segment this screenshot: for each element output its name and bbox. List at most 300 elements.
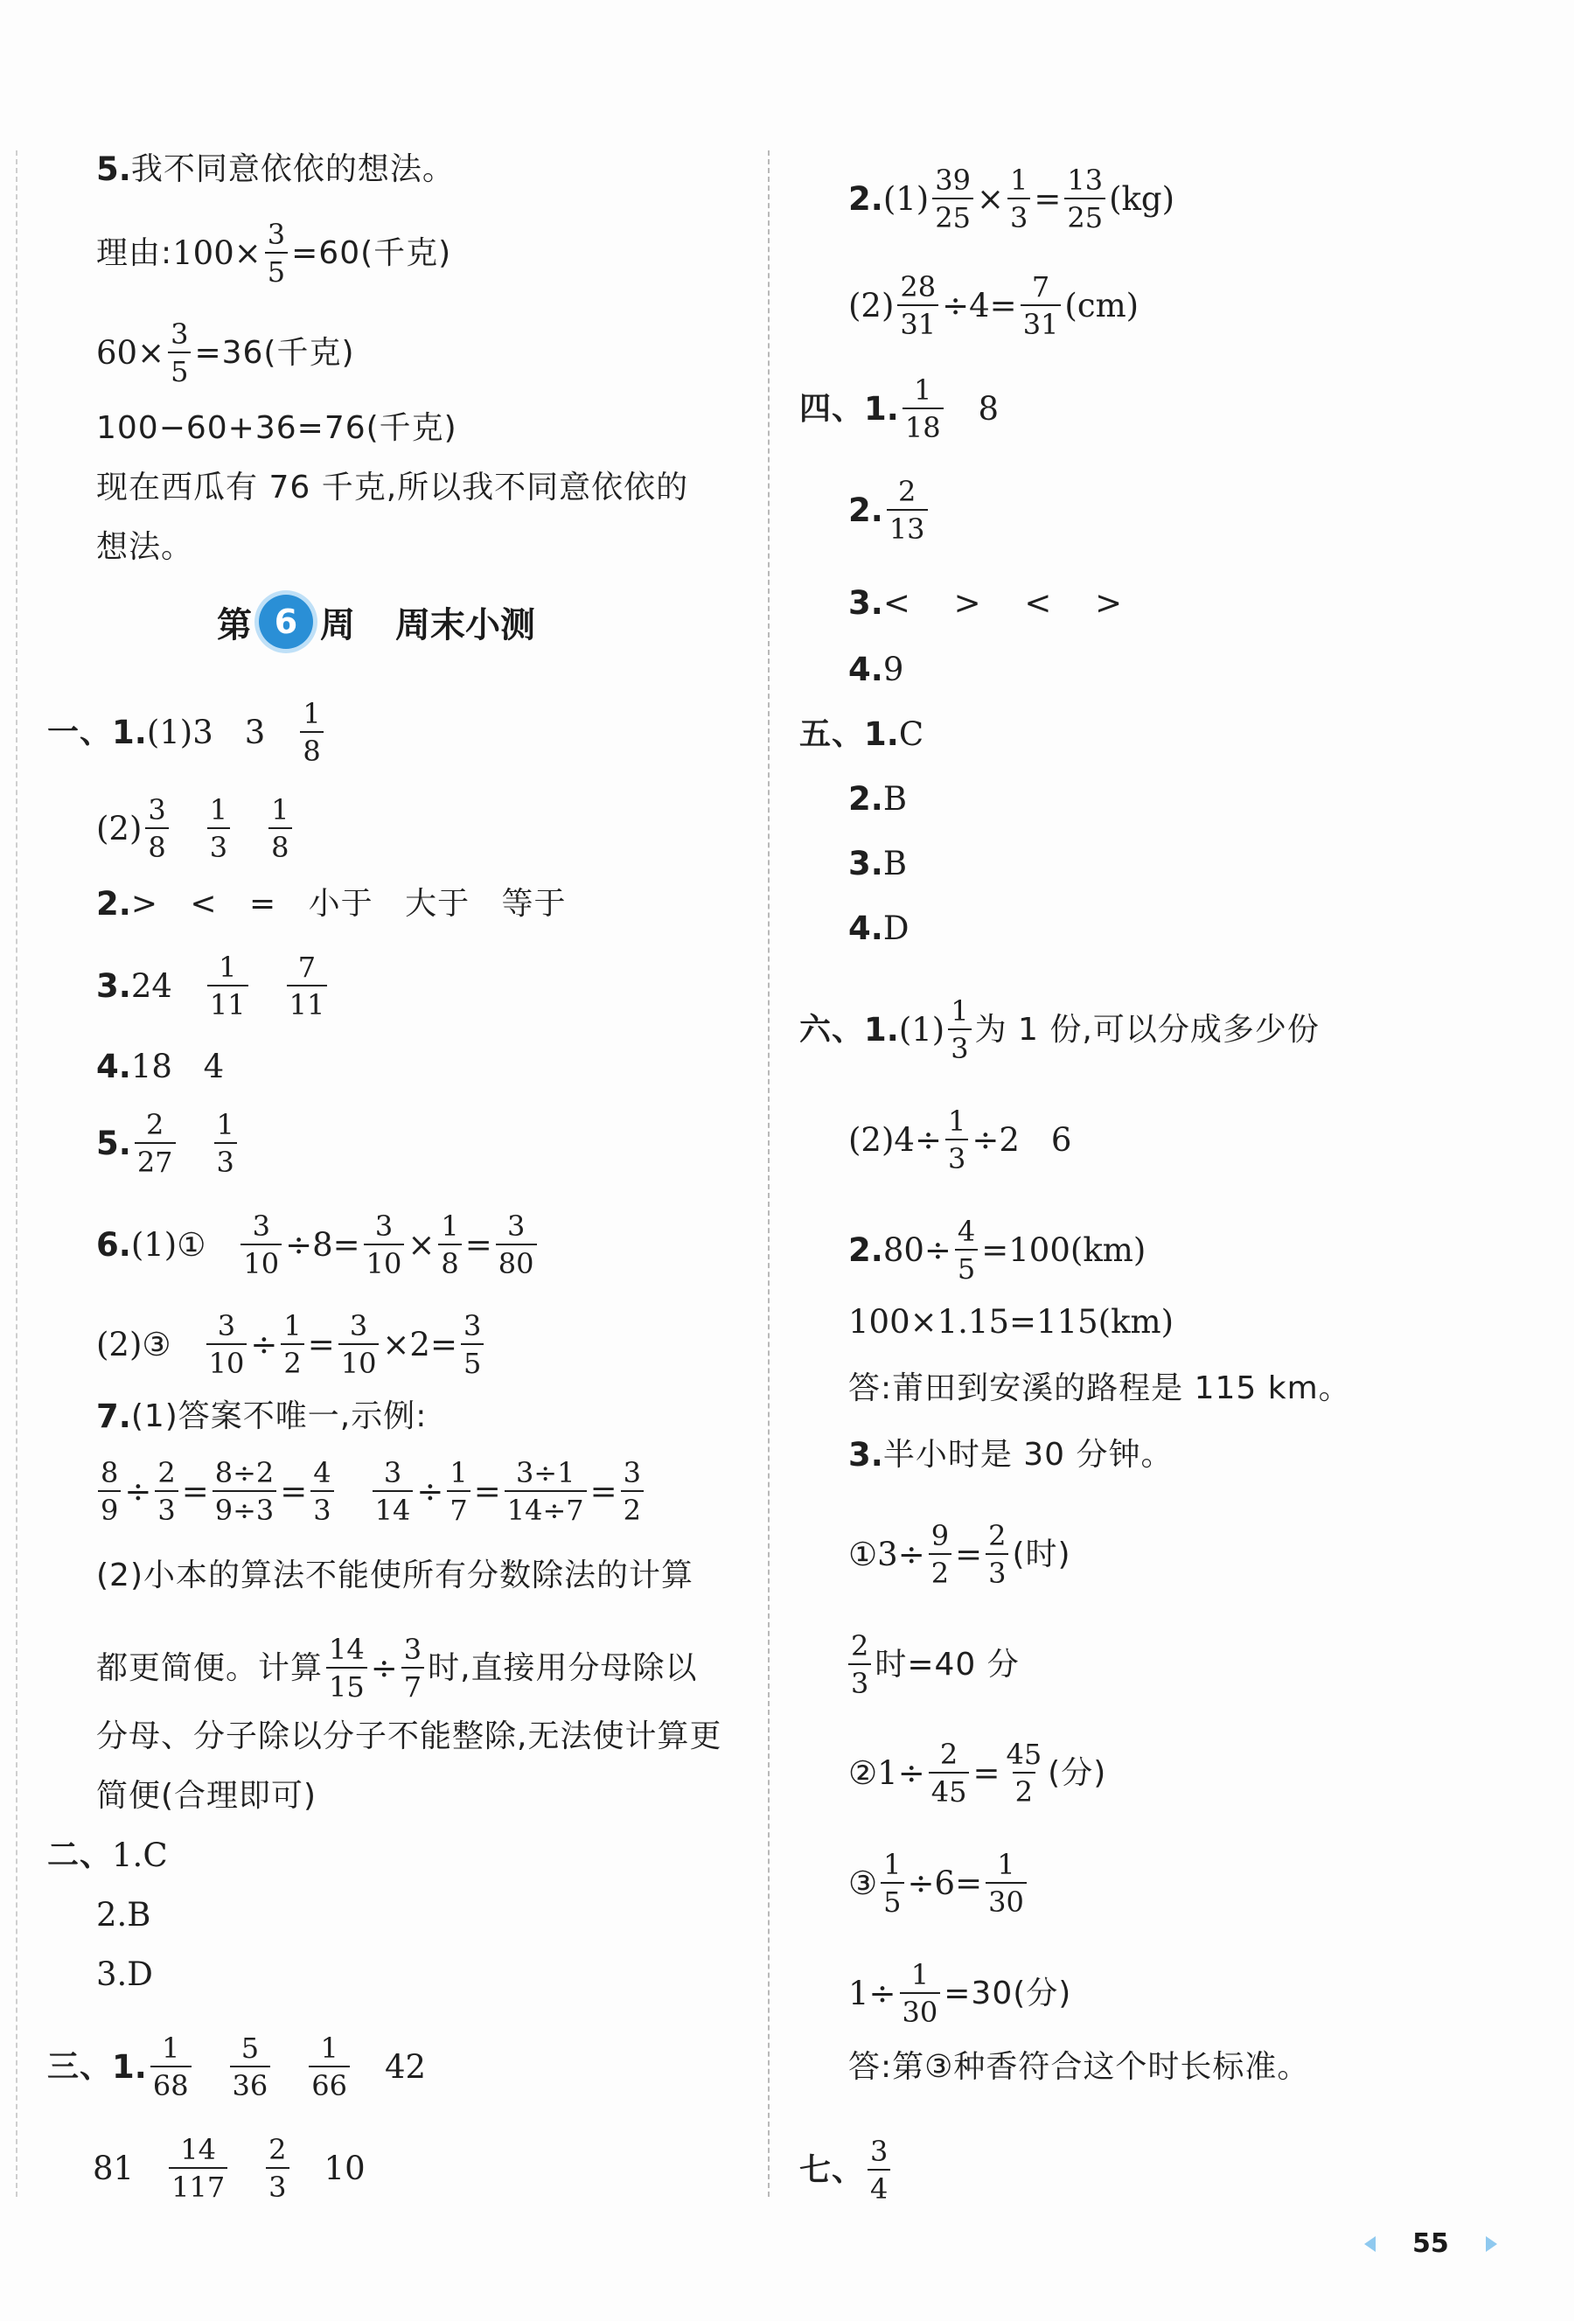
s6-q3-step4 (848, 1848, 1030, 1919)
text-segment: 2. (848, 179, 883, 218)
s1-q2 (96, 885, 567, 924)
text-segment: (1)答案不唯一,示例: (130, 1398, 428, 1434)
fraction (986, 1848, 1027, 1919)
text-segment: ÷6= (907, 1864, 983, 1902)
s3-row1 (47, 2034, 426, 2100)
text-segment: 3. (848, 1436, 883, 1474)
text-segment: = (307, 1325, 335, 1363)
text-segment: (kg) (1109, 179, 1175, 218)
fraction (310, 1456, 333, 1527)
text-segment: 3. (848, 584, 883, 622)
text-segment: =30(分) (944, 1975, 1072, 2011)
fraction (169, 2133, 227, 2204)
denominator: 10 (364, 1244, 405, 1278)
denominator: 3 (310, 1490, 333, 1524)
r-q2a (848, 166, 1174, 232)
text-segment: ÷8= (285, 1225, 360, 1264)
text-segment: B (882, 780, 908, 818)
denominator: 8 (438, 1244, 461, 1278)
left-margin-dash (16, 150, 17, 2197)
fraction (897, 270, 938, 341)
text-segment: 现在西瓜有 76 千克,所以我不同意依依的 (96, 470, 689, 505)
denominator: 7 (447, 1490, 470, 1524)
text-segment: 1. (112, 713, 147, 751)
text-segment: (2)4÷ (848, 1120, 942, 1159)
text-segment: B (882, 845, 908, 882)
text-segment: = (972, 1753, 1000, 1792)
text-segment: 100× (172, 233, 261, 272)
denominator: 3 (848, 1663, 871, 1697)
week-number-badge: 6 (259, 595, 313, 649)
denominator: 31 (1021, 304, 1062, 338)
numerator: 1 (914, 373, 932, 407)
text-segment: ÷4= (942, 286, 1017, 324)
s6-q2-calc (848, 1303, 1174, 1342)
text-segment: 10 (324, 2149, 366, 2187)
denominator: 30 (986, 1882, 1027, 1916)
numerator: 1 (1009, 164, 1028, 197)
numerator: 45 (1006, 1738, 1042, 1771)
s6-q1b (848, 1107, 1071, 1173)
denominator: 8 (300, 731, 323, 765)
text-segment: ①3÷ (848, 1535, 925, 1573)
s6-q3-step5 (848, 1958, 1072, 2029)
text-segment: 1. (864, 389, 899, 428)
fraction (1021, 270, 1062, 341)
numerator: 13 (1067, 164, 1104, 197)
denominator: 117 (169, 2167, 227, 2201)
text-segment: 24 (130, 966, 172, 1005)
text-segment: ÷ (250, 1325, 278, 1363)
text-segment: =100(km) (981, 1230, 1146, 1269)
denominator: 5 (955, 1249, 978, 1283)
numerator: 2 (897, 475, 916, 508)
fraction (135, 1108, 176, 1179)
numerator: 3 (870, 2135, 889, 2168)
fraction (300, 697, 323, 768)
text-segment: 六、 (799, 1011, 865, 1048)
text-segment: 分母、分子除以分子不能整除,无法使计算更 (96, 1718, 722, 1754)
text-segment: 8 (978, 389, 1000, 428)
s2-a2 (96, 1896, 151, 1934)
s1-q5 (96, 1108, 240, 1179)
text-segment: ÷ (370, 1648, 398, 1687)
fraction (145, 793, 168, 864)
fraction (955, 1215, 978, 1286)
numerator: 3 (148, 793, 166, 826)
denominator: 15 (326, 1667, 367, 1701)
text-segment: (cm) (1064, 286, 1140, 324)
fraction (881, 1848, 903, 1919)
fraction (903, 373, 944, 444)
fraction (155, 1456, 178, 1527)
denominator: 10 (240, 1244, 282, 1278)
text-segment: (1)3 (146, 713, 213, 751)
numerator: 3 (349, 1309, 368, 1342)
text-segment: 五、 (799, 716, 865, 752)
s6-q3-step3 (848, 1738, 1107, 1809)
s3-row2 (93, 2133, 366, 2204)
left-reason (96, 218, 452, 289)
numerator: 7 (1031, 270, 1050, 303)
numerator: 2 (988, 1519, 1007, 1552)
numerator: 2 (268, 2133, 287, 2166)
fraction (214, 1108, 237, 1179)
denominator: 11 (287, 985, 328, 1019)
numerator: 1 (441, 1209, 459, 1243)
text-segment: D (882, 910, 910, 947)
text-segment: =36(千克) (194, 334, 355, 371)
numerator: 1 (162, 2032, 180, 2065)
text-segment: 答:第③种香符合这个时长标准。 (848, 2049, 1310, 2085)
s1-q7-p2-line1 (96, 1557, 693, 1595)
s5-a2 (848, 780, 907, 819)
numerator: 3 (506, 1209, 526, 1243)
denominator: 3 (266, 2167, 289, 2201)
text-segment: (2) (848, 286, 895, 324)
denominator: 27 (135, 1142, 176, 1176)
fraction (1007, 166, 1030, 232)
text-segment: ②1÷ (848, 1753, 925, 1792)
r-q2b (848, 270, 1140, 341)
denominator: 66 (309, 2066, 350, 2100)
text-segment: × (976, 179, 1004, 218)
text-segment: 3. (848, 845, 883, 882)
text-segment: 7. (96, 1397, 131, 1435)
numerator: 14 (180, 2133, 216, 2166)
s6-q3-answer (848, 2048, 1309, 2087)
s4-q1 (799, 373, 1000, 444)
denominator: 9 (98, 1490, 121, 1524)
denominator: 3 (207, 827, 230, 861)
fraction (496, 1209, 537, 1280)
denominator: 80 (496, 1244, 537, 1278)
denominator: 4 (868, 2169, 890, 2203)
text-segment: =60(千克) (291, 234, 452, 271)
s5-a3 (848, 845, 907, 883)
text-segment: 七、 (799, 2151, 865, 2188)
denominator: 45 (929, 1772, 970, 1806)
numerator: 3÷1 (515, 1456, 575, 1489)
s1-q7-examples: $\frac{8}{9}$ ÷ $\frac{2}{3}$ = $\frac{8\div 2}{9\div 3}$ = $\frac{4}{3}$ $\frac{3}{14}$ ÷ $\frac{1}{7}$ = $\frac{3\div 1}{14\div 7}$ = $\frac{3}{2}$ (94, 1459, 647, 1524)
s4-q3 (848, 584, 1122, 623)
fraction (887, 475, 928, 546)
fraction (505, 1456, 587, 1527)
text-segment: ③ (848, 1864, 878, 1902)
text-segment: 6. (96, 1225, 131, 1264)
fraction (438, 1209, 461, 1280)
text-segment: 4. (848, 651, 883, 688)
denominator: 14 (373, 1490, 414, 1524)
numerator: 1 (209, 793, 228, 826)
s1-q7-title (96, 1397, 427, 1436)
fraction (945, 1107, 968, 1173)
text-segment: 答:莆田到安溪的路程是 115 km。 (848, 1370, 1351, 1406)
text-segment: 1. (112, 2047, 147, 2086)
numerator: 1 (303, 697, 321, 730)
s1-q7-p2-line3 (96, 1718, 721, 1756)
text-segment: × (408, 1225, 436, 1264)
text-segment: 2. (848, 491, 883, 529)
numerator: 2 (157, 1456, 176, 1489)
s2-a1 (47, 1837, 168, 1875)
denominator: 9÷3 (213, 1490, 277, 1524)
numerator: 1 (450, 1456, 468, 1489)
denominator: 5 (881, 1882, 903, 1916)
numerator: 2 (851, 1629, 869, 1662)
text-segment: 3.D (96, 1955, 153, 1993)
text-segment: 时=40 分 (875, 1646, 1020, 1683)
text-segment: (时) (1012, 1536, 1071, 1572)
left-conclusion-1 (96, 469, 688, 507)
fraction (206, 1309, 247, 1380)
text-segment: (2)③ (96, 1325, 171, 1363)
denominator: 5 (265, 252, 288, 286)
text-segment: ×2= (382, 1325, 457, 1363)
fraction (240, 1209, 282, 1280)
denominator: 5 (461, 1343, 484, 1377)
fraction (373, 1456, 414, 1527)
fraction (168, 317, 191, 388)
fraction (364, 1209, 405, 1280)
fraction (268, 793, 291, 864)
numerator: 3 (217, 1309, 236, 1342)
text-segment: 100×1.15=115(km) (848, 1303, 1174, 1341)
text-segment: 2. (848, 780, 883, 818)
fraction (265, 218, 288, 289)
fraction (98, 1456, 121, 1527)
denominator: 18 (903, 408, 944, 442)
text-segment: 三、 (47, 2048, 113, 2085)
fraction (848, 1629, 871, 1700)
numerator: 1 (219, 951, 237, 984)
text-segment: 想法。 (96, 529, 194, 565)
numerator: 8÷2 (214, 1456, 275, 1489)
s6-q2-answer (848, 1370, 1351, 1408)
text-segment: > < = 小于 大于 等于 (130, 886, 567, 922)
s1-q7-p2-line4 (96, 1777, 317, 1816)
denominator: 3 (945, 1139, 968, 1173)
text-segment: 2. (848, 1230, 883, 1269)
section-heading: 第 6 周 周末小测 (217, 595, 535, 649)
left-q5 (96, 150, 455, 189)
numerator: 1 (883, 1848, 902, 1881)
denominator: 10 (338, 1343, 380, 1377)
fraction (230, 2034, 271, 2100)
text-segment: 1÷ (848, 1974, 896, 2012)
s1-q4 (96, 1048, 224, 1086)
s1-q6a (96, 1209, 540, 1280)
fraction (447, 1456, 470, 1527)
s1-q3 (96, 953, 331, 1019)
denominator: 13 (887, 509, 928, 543)
s1-q1a (47, 697, 327, 768)
text-segment: 5. (96, 150, 131, 188)
text-segment: 2. (96, 885, 131, 923)
numerator: 7 (297, 951, 317, 984)
text-segment: 3. (96, 966, 131, 1005)
text-segment: 2.B (96, 1896, 151, 1934)
text-segment: 9 (882, 651, 904, 688)
page-number: 55 (1364, 2228, 1497, 2259)
numerator: 1 (951, 994, 969, 1028)
fraction (207, 953, 248, 1019)
left-calc3 (96, 409, 457, 448)
text-segment: 1. (864, 715, 899, 753)
denominator: 3 (986, 1553, 1008, 1587)
denominator: 3 (155, 1490, 178, 1524)
text-segment: = (955, 1535, 983, 1573)
s6-q3-step2 (845, 1629, 1020, 1700)
numerator: 3 (383, 1456, 402, 1489)
text-segment: (1)① (130, 1225, 206, 1264)
text-segment: 6 (1050, 1120, 1072, 1159)
text-segment: 4. (96, 1048, 131, 1085)
s6-q3-step1 (848, 1519, 1071, 1590)
text-segment: 二、 (47, 1837, 113, 1873)
fraction (281, 1309, 303, 1380)
denominator: 68 (150, 2066, 192, 2100)
fraction (326, 1633, 367, 1704)
denominator: 8 (268, 827, 291, 861)
s5-a4 (848, 910, 909, 948)
denominator: 31 (897, 304, 938, 338)
fraction (338, 1309, 380, 1380)
next-page-icon (1486, 2236, 1497, 2252)
numerator: 3 (252, 1209, 270, 1243)
s6-q3 (848, 1436, 1174, 1474)
numerator: 3 (463, 1309, 482, 1342)
text-segment: 1.C (112, 1837, 168, 1874)
text-segment: 80÷ (882, 1230, 951, 1269)
text-segment: 时,直接用分母除以 (428, 1649, 698, 1686)
text-segment: 100−60+36=76(千克) (96, 410, 457, 446)
numerator: 39 (935, 164, 971, 197)
fraction (207, 793, 230, 864)
text-segment: 5. (96, 1124, 131, 1162)
fraction (401, 1633, 424, 1704)
s1-q1b (96, 793, 296, 864)
text-segment: ÷2 (972, 1120, 1020, 1159)
numerator: 3 (374, 1209, 394, 1243)
fraction (1064, 166, 1105, 232)
text-segment: 81 (93, 2149, 135, 2187)
denominator: 7 (401, 1667, 424, 1701)
text-segment: 4. (848, 910, 883, 947)
s7-answer (799, 2135, 894, 2206)
numerator: 3 (403, 1633, 422, 1666)
text-segment: (1) (882, 179, 930, 218)
text-segment: (2) (96, 809, 143, 847)
text-segment: (2)小本的算法不能使所有分数除法的计算 (96, 1558, 693, 1593)
fraction (900, 1958, 941, 2029)
denominator: 30 (900, 1992, 941, 2026)
prev-page-icon (1364, 2236, 1376, 2252)
s6-q1a (799, 994, 1320, 1065)
denominator: 2 (929, 1553, 951, 1587)
text-segment: 理由: (96, 234, 173, 271)
numerator: 1 (947, 1105, 966, 1138)
text-segment: C (898, 715, 924, 753)
denominator: 11 (207, 985, 248, 1019)
text-segment: 42 (384, 2047, 427, 2086)
numerator: 8 (101, 1456, 119, 1489)
text-segment: 都更简便。计算 (96, 1649, 324, 1686)
text-segment: 为 1 份,可以分成多少份 (974, 1011, 1320, 1048)
text-segment: < > < > (882, 584, 1123, 622)
numerator: 9 (930, 1519, 950, 1552)
fraction (309, 2034, 350, 2100)
denominator: 3 (1007, 198, 1030, 232)
s1-q7-p2-line2 (96, 1633, 698, 1704)
text-segment: 半小时是 30 分钟。 (882, 1437, 1174, 1473)
column-divider (768, 150, 770, 2197)
s2-a3 (96, 1955, 153, 1994)
numerator: 1 (271, 793, 289, 826)
text-segment: (1) (898, 1010, 945, 1049)
left-conclusion-2 (96, 528, 193, 567)
fraction (287, 953, 328, 1019)
s6-q2 (848, 1215, 1146, 1286)
denominator: 2 (1013, 1772, 1035, 1806)
numerator: 28 (900, 270, 937, 303)
fraction (929, 1738, 970, 1809)
fraction (929, 1519, 951, 1590)
s4-q4 (848, 651, 903, 689)
text-segment: = (1034, 179, 1062, 218)
s4-q2 (848, 475, 931, 546)
left-calc2 (96, 317, 355, 388)
denominator: 25 (1064, 198, 1105, 232)
denominator: 8 (145, 827, 168, 861)
text-segment: 一、 (47, 714, 113, 750)
fraction (932, 166, 973, 232)
text-segment: 60× (96, 333, 165, 372)
numerator: 3 (267, 218, 286, 251)
denominator: 25 (932, 198, 973, 232)
numerator: 1 (320, 2032, 338, 2065)
denominator: 2 (621, 1490, 644, 1524)
fraction (213, 1456, 277, 1527)
numerator: 1 (283, 1309, 302, 1342)
fraction (986, 1519, 1008, 1590)
numerator: 1 (910, 1958, 930, 1991)
denominator: 36 (230, 2066, 271, 2100)
numerator: 2 (939, 1738, 958, 1771)
fraction (621, 1456, 644, 1527)
denominator: 2 (281, 1343, 303, 1377)
denominator: 5 (168, 352, 191, 386)
numerator: 1 (216, 1108, 234, 1141)
denominator: 3 (948, 1028, 971, 1063)
denominator: 14÷7 (505, 1490, 587, 1524)
numerator: 5 (240, 2032, 260, 2065)
fraction (948, 994, 971, 1065)
text-segment: = (464, 1225, 492, 1264)
text-segment: (分) (1048, 1754, 1107, 1791)
numerator: 14 (329, 1633, 365, 1666)
fraction (461, 1309, 484, 1380)
text-segment: 18 4 (130, 1048, 225, 1085)
denominator: 3 (214, 1142, 237, 1176)
text-segment: 简便(合理即可) (96, 1778, 317, 1814)
text-segment: 我不同意依依的想法。 (130, 151, 455, 187)
numerator: 2 (145, 1108, 164, 1141)
text-segment: 四、 (799, 390, 865, 427)
s5-a1 (799, 715, 923, 754)
numerator: 4 (957, 1215, 976, 1248)
numerator: 3 (623, 1456, 642, 1489)
